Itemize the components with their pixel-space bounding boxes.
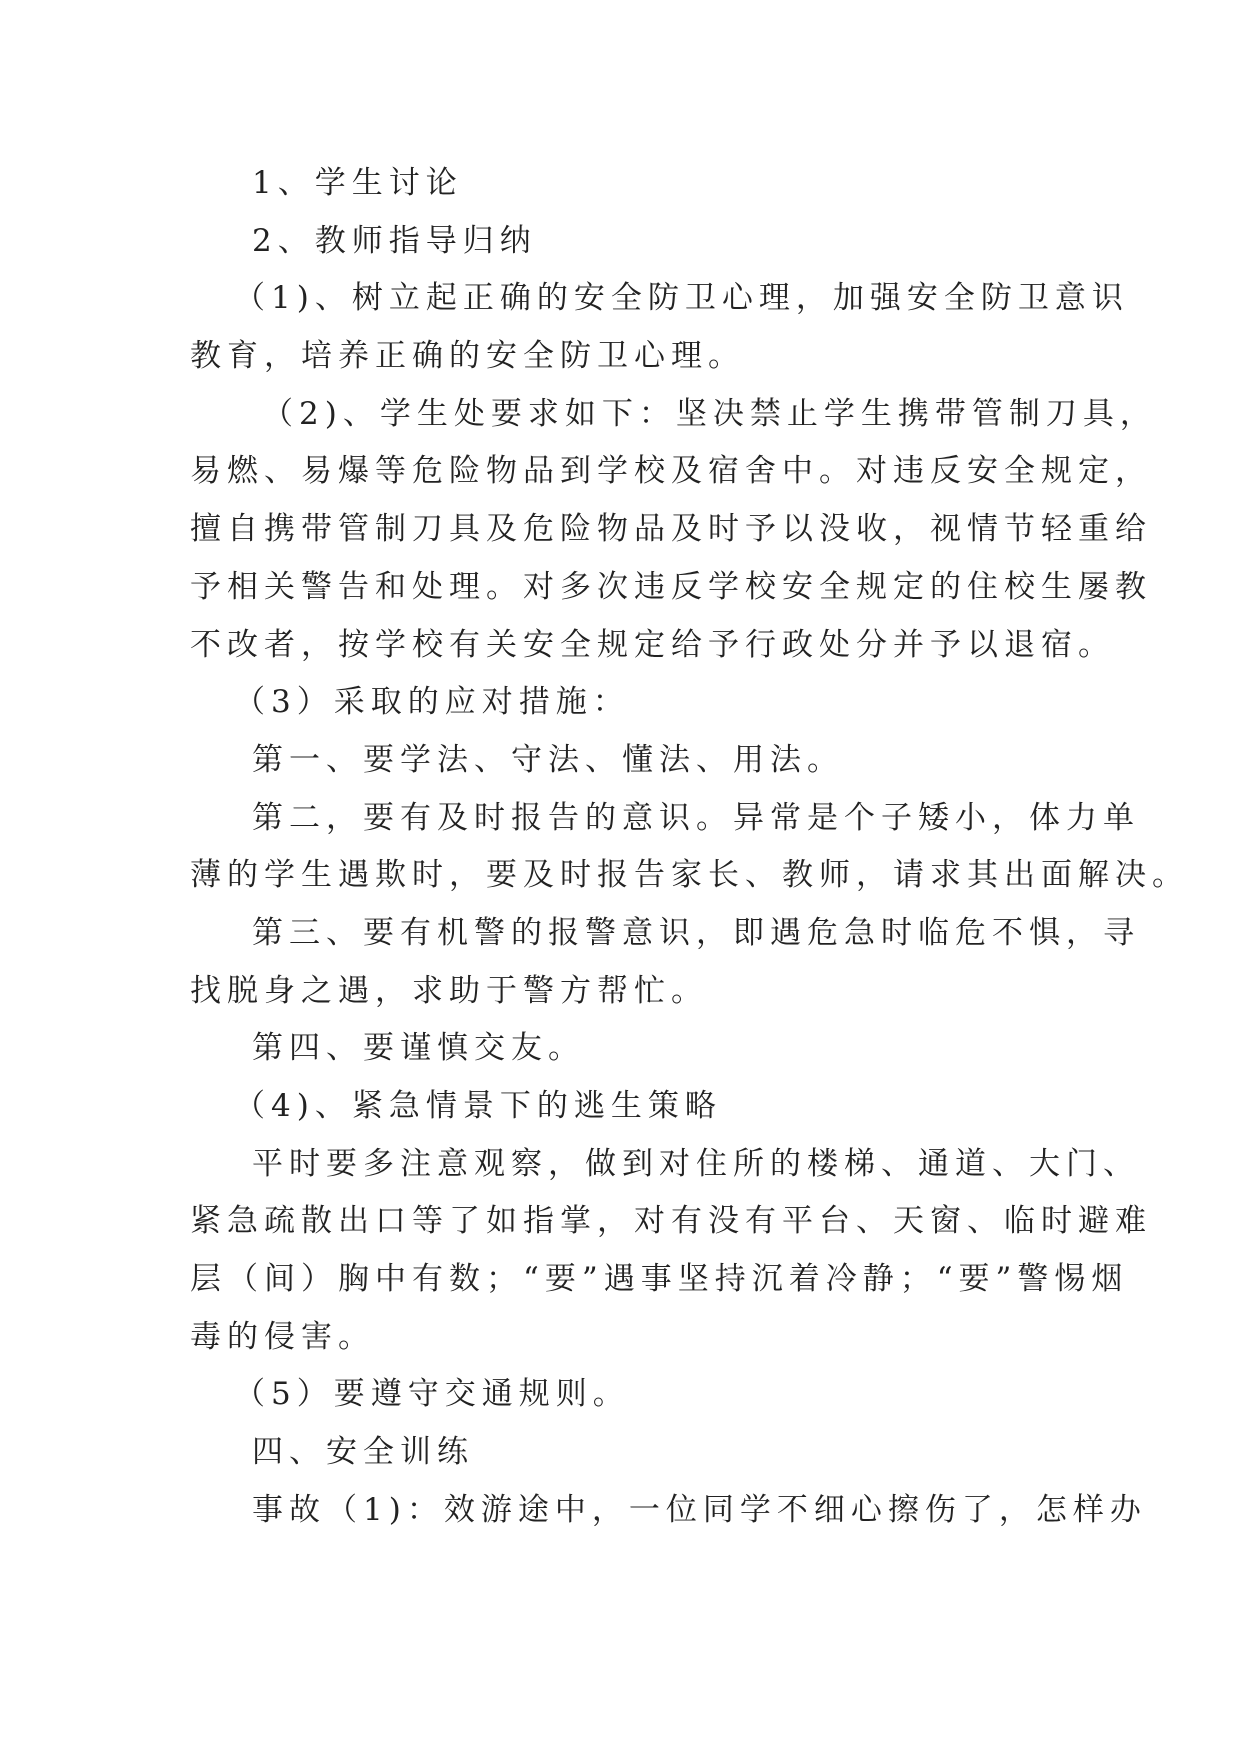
text-line: 事故（1)：效游途中，一位同学不细心擦伤了，怎样办 <box>252 1491 1147 1528</box>
text-line: 擅自携带管制刀具及危险物品及时予以没收，视情节轻重给 <box>190 511 1152 548</box>
text-line: 第四、要谨慎交友。 <box>252 1030 585 1067</box>
text-line: 平时要多注意观察，做到对住所的楼梯、通道、大门、 <box>252 1145 1140 1182</box>
text-line: 易燃、易爆等危险物品到学校及宿舍中。对违反安全规定， <box>190 453 1152 490</box>
text-line: 层（间）胸中有数；“要”遇事坚持沉着冷静；“要”警惕烟 <box>190 1261 1129 1298</box>
text-line: （4)、紧急情景下的逃生策略 <box>234 1088 722 1124</box>
text-line: 薄的学生遇欺时，要及时报告家长、教师，请求其出面解决。 <box>190 857 1189 894</box>
text-line: 2、教师指导归纳 <box>252 222 537 259</box>
text-line: 第三、要有机警的报警意识，即遇危急时临危不惧，寻 <box>252 914 1140 951</box>
text-line: （5）要遵守交通规则。 <box>234 1376 630 1413</box>
text-line: （3）采取的应对措施： <box>234 684 630 721</box>
text-line: 找脱身之遇，求助于警方帮忙。 <box>190 972 708 1009</box>
text-line: 第二，要有及时报告的意识。异常是个子矮小，体力单 <box>252 799 1140 836</box>
document-body <box>190 155 1189 1540</box>
text-line: 不改者，按学校有关安全规定给予行政处分并予以退宿。 <box>190 626 1115 663</box>
text-line: （1)、树立起正确的安全防卫心理，加强安全防卫意识 <box>234 280 1129 317</box>
text-line: 毒的侵害。 <box>190 1318 375 1355</box>
text-line: 四、安全训练 <box>252 1434 474 1471</box>
text-line: 1、学生讨论 <box>252 165 463 201</box>
text-line: 紧急疏散出口等了如指掌，对有没有平台、天窗、临时避难 <box>190 1203 1152 1240</box>
text-line: （2)、学生处要求如下：坚决禁止学生携带管制刀具， <box>262 395 1157 432</box>
text-line: 教育，培养正确的安全防卫心理。 <box>190 338 745 375</box>
text-line: 第一、要学法、守法、懂法、用法。 <box>252 741 844 778</box>
text-line: 予相关警告和处理。对多次违反学校安全规定的住校生屡教 <box>190 568 1152 605</box>
